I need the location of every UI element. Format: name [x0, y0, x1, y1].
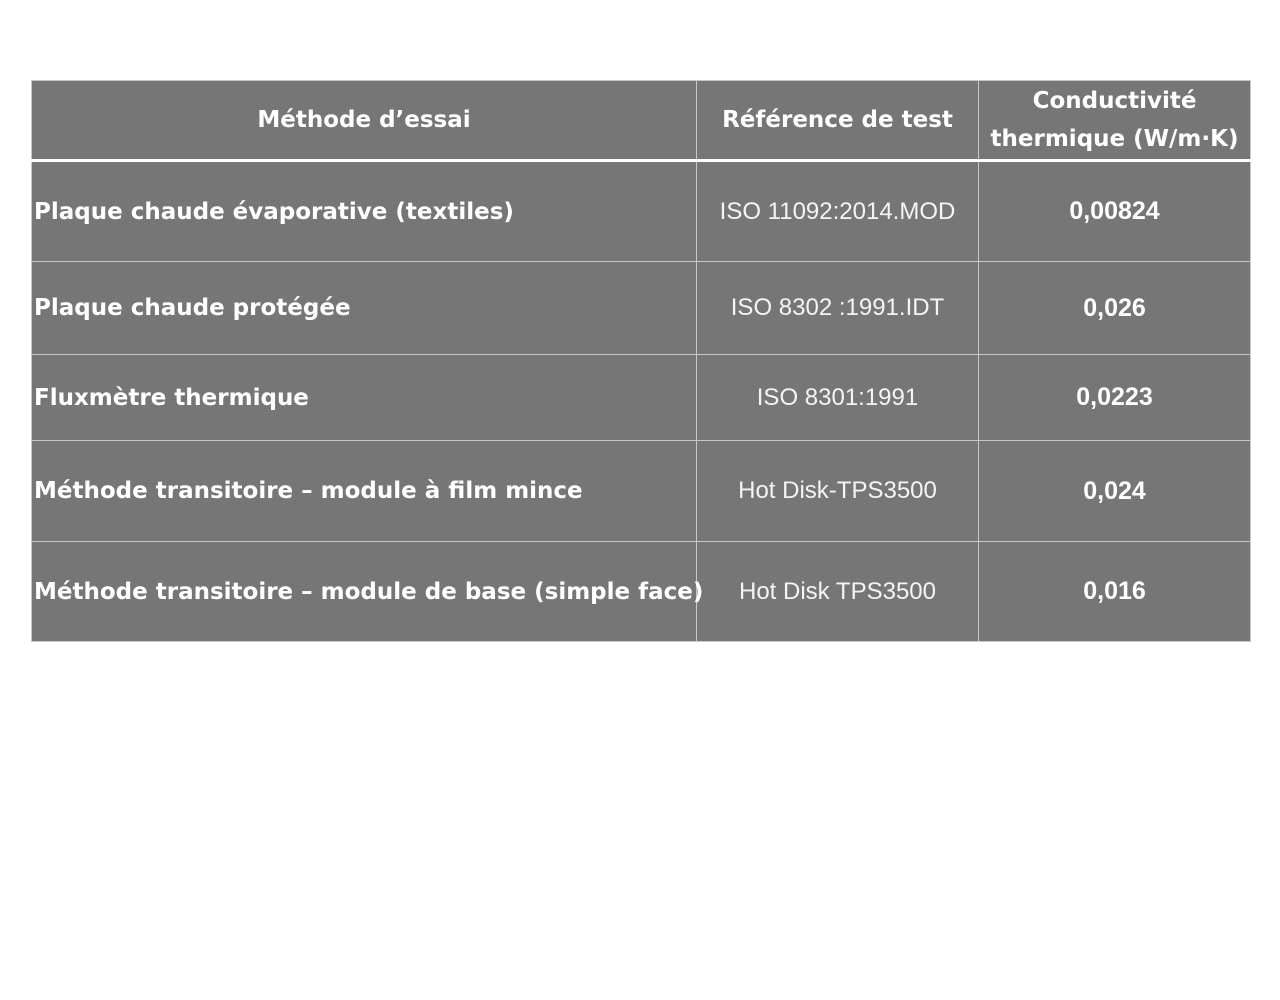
cell-conductivity: 0,016: [979, 542, 1251, 642]
table-header: [32, 81, 1251, 161]
cell-conductivity: 0,00824: [979, 161, 1251, 262]
cell-conductivity: 0,026: [979, 262, 1251, 355]
cell-method: Fluxmètre thermique: [32, 355, 697, 441]
cell-reference: ISO 8302 :1991.IDT: [697, 262, 979, 355]
cell-reference: ISO 11092:2014.MOD: [697, 161, 979, 262]
header-row: [32, 81, 1251, 161]
cell-method: Plaque chaude évaporative (textiles): [32, 161, 697, 262]
header-method: Méthode d’essai: [32, 81, 697, 161]
table-row: [32, 542, 1251, 642]
table-body: [32, 161, 1251, 642]
cell-reference: Hot Disk-TPS3500: [697, 441, 979, 542]
cell-reference: Hot Disk TPS3500: [697, 542, 979, 642]
header-reference: Référence de test: [697, 81, 979, 161]
conductivity-table-container: [31, 80, 1250, 642]
table-row: [32, 161, 1251, 262]
table-row: [32, 441, 1251, 542]
thermal-conductivity-table: [31, 80, 1251, 642]
cell-method: Plaque chaude protégée: [32, 262, 697, 355]
table-row: [32, 355, 1251, 441]
cell-conductivity: 0,0223: [979, 355, 1251, 441]
cell-conductivity: 0,024: [979, 441, 1251, 542]
cell-reference: ISO 8301:1991: [697, 355, 979, 441]
cell-method: Méthode transitoire – module à film mince: [32, 441, 697, 542]
table-row: [32, 262, 1251, 355]
header-conductivity: Conductivité thermique (W/m·K): [979, 81, 1251, 161]
cell-method: Méthode transitoire – module de base (simple face): [32, 542, 697, 642]
